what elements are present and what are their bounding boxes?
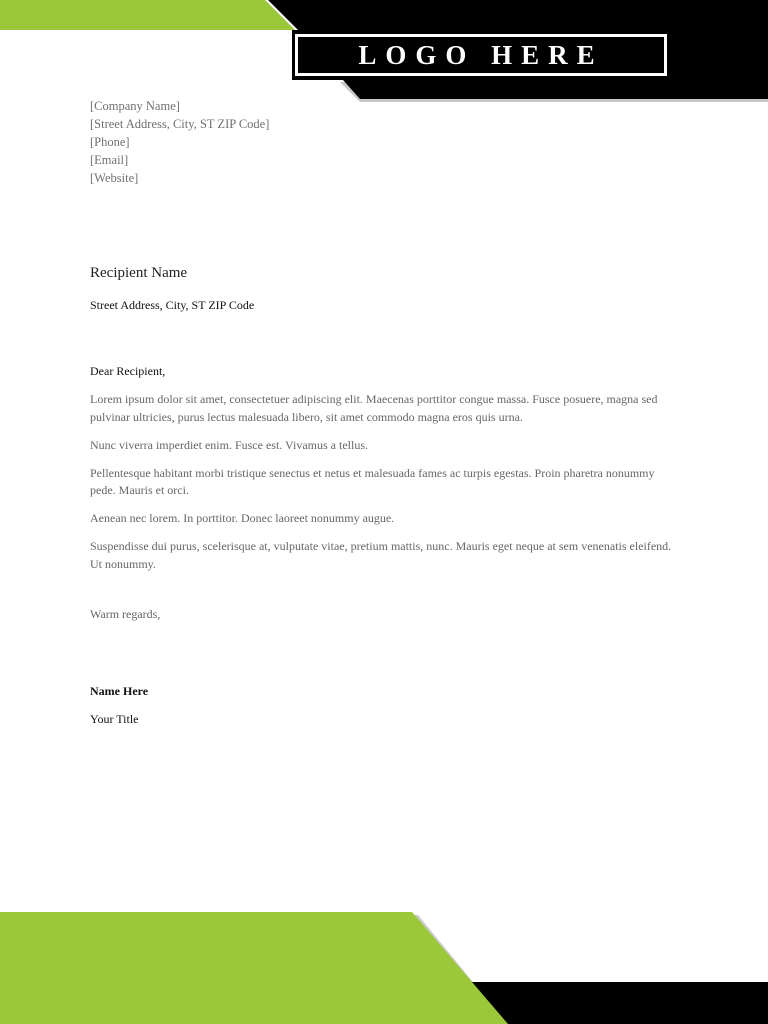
header-green-band <box>0 0 295 30</box>
footer-black-band <box>470 982 768 1024</box>
sender-phone: [Phone] <box>90 135 130 149</box>
signature-title: Your Title <box>90 712 139 726</box>
logo-placeholder <box>295 34 667 76</box>
footer-decoration <box>0 905 768 1024</box>
body-paragraph: Lorem ipsum dolor sit amet, consectetuer adipiscing elit. Maecenas porttitor congue massa. Fusce posuere, magna sed pulvinar ultricies, purus lectus malesuada libero, sit amet commodo magna eros quis urna. <box>90 392 658 424</box>
salutation: Dear Recipient, <box>90 364 166 378</box>
body-paragraph: Suspendisse dui purus, scelerisque at, vulputate vitae, pretium mattis, nunc. Mauris eget neque at sem venenatis eleifend. Ut nonummy. <box>90 539 672 571</box>
sender-email: [Email] <box>90 153 129 167</box>
body-paragraph: Aenean nec lorem. In porttitor. Donec laoreet nonummy augue. <box>90 511 395 525</box>
recipient-name: Recipient Name <box>90 265 188 281</box>
footer-green-band <box>0 912 508 1024</box>
sender-company: [Company Name] <box>90 99 180 113</box>
sender-website: [Website] <box>90 171 139 185</box>
logo-text: LOGO HERE <box>358 40 604 70</box>
signature-name: Name Here <box>90 684 149 698</box>
recipient-address: Street Address, City, ST ZIP Code <box>90 298 255 312</box>
body-paragraph: Pellentesque habitant morbi tristique senectus et netus et malesuada fames ac turpis egestas. Proin pharetra nonummy pede. Mauris et orci. <box>90 465 655 497</box>
body-paragraph: Nunc viverra imperdiet enim. Fusce est. Vivamus a tellus. <box>90 437 368 452</box>
sender-address: [Street Address, City, ST ZIP Code] <box>90 117 270 131</box>
letter-body <box>90 391 680 584</box>
sender-info <box>90 97 269 187</box>
closing: Warm regards, <box>90 607 161 621</box>
